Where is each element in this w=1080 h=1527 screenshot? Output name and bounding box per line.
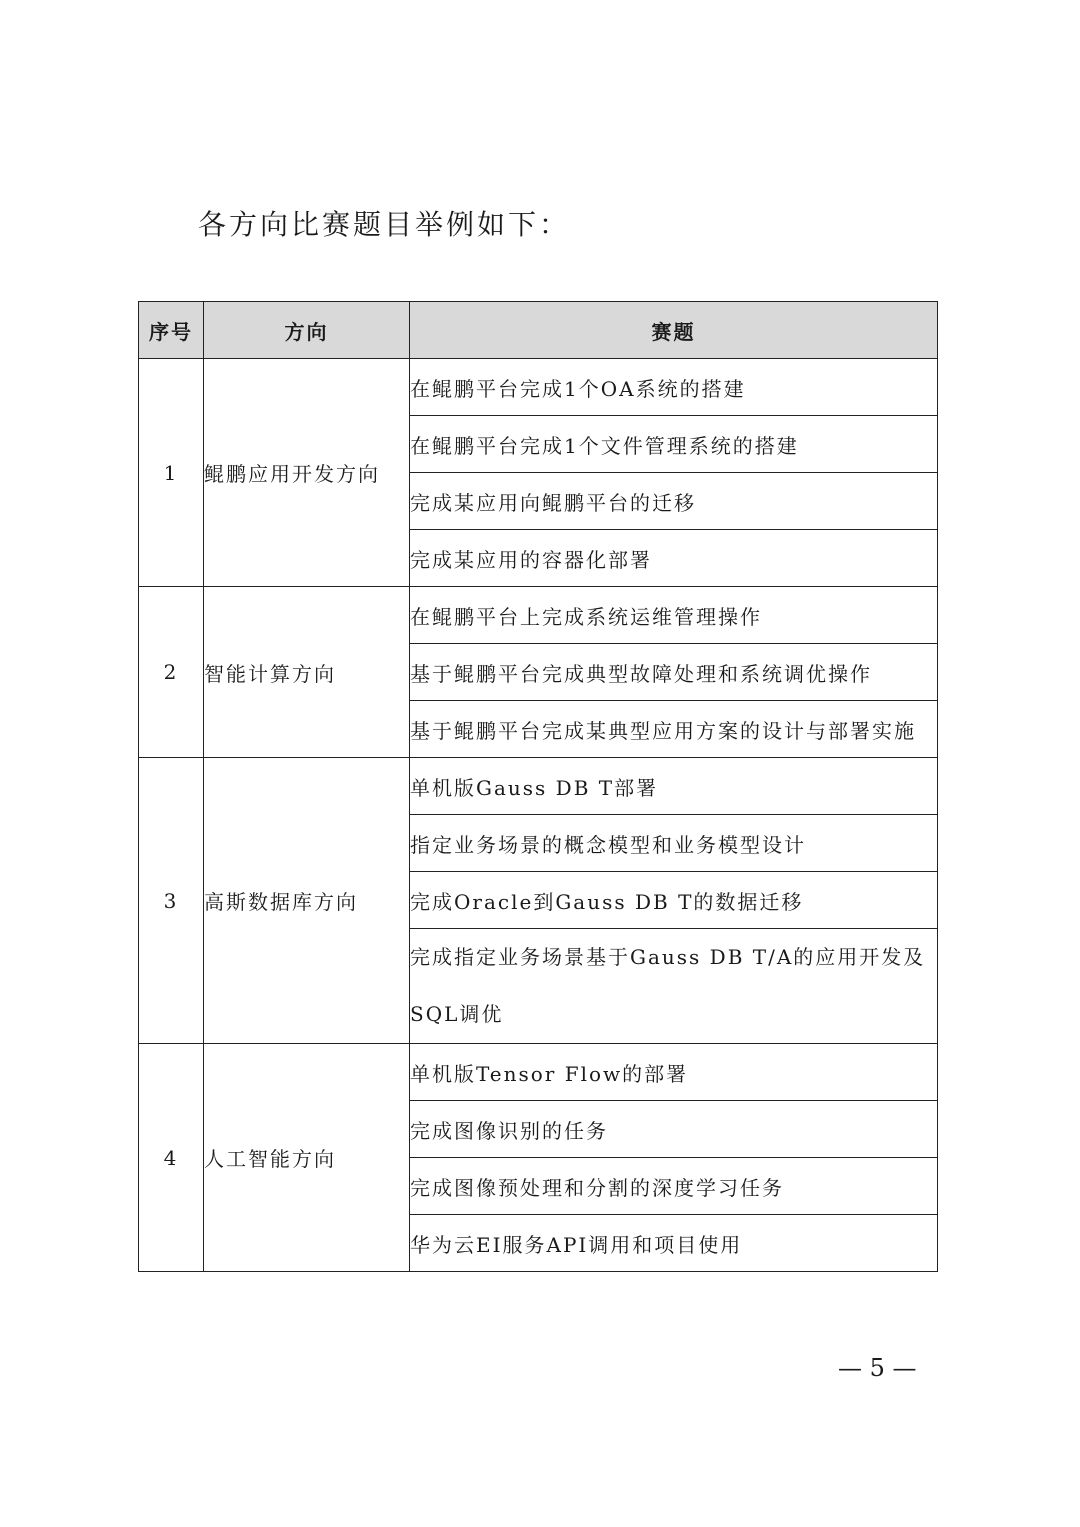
table-row	[139, 359, 938, 416]
table-header-row	[139, 302, 938, 359]
topic-cell: 基于鲲鹏平台完成某典型应用方案的设计与部署实施	[410, 701, 938, 758]
topic-cell: 华为云EI服务API调用和项目使用	[410, 1215, 938, 1272]
topic-cell: 在鲲鹏平台完成1个文件管理系统的搭建	[410, 416, 938, 473]
intro-text: 各方向比赛题目举例如下：	[198, 208, 571, 241]
topic-cell: 完成图像预处理和分割的深度学习任务	[410, 1158, 938, 1215]
direction-cell: 高斯数据库方向	[204, 758, 410, 1044]
direction-cell: 智能计算方向	[204, 587, 410, 758]
table-row	[139, 587, 938, 644]
table-row	[139, 758, 938, 815]
topic-cell: 单机版Gauss DB T部署	[410, 758, 938, 815]
topic-cell: 在鲲鹏平台上完成系统运维管理操作	[410, 587, 938, 644]
seq-cell: 2	[139, 587, 204, 758]
topic-cell: 指定业务场景的概念模型和业务模型设计	[410, 815, 938, 872]
header-topic: 赛题	[410, 302, 938, 359]
header-direction: 方向	[204, 302, 410, 359]
topic-cell: 在鲲鹏平台完成1个OA系统的搭建	[410, 359, 938, 416]
topic-cell: 单机版Tensor Flow的部署	[410, 1044, 938, 1101]
seq-cell: 4	[139, 1044, 204, 1272]
seq-cell: 1	[139, 359, 204, 587]
table-row	[139, 1044, 938, 1101]
topic-cell: 完成Oracle到Gauss DB T的数据迁移	[410, 872, 938, 929]
page-number: — 5 —	[838, 1354, 917, 1382]
topic-cell: 完成某应用的容器化部署	[410, 530, 938, 587]
direction-cell: 人工智能方向	[204, 1044, 410, 1272]
competition-topics-table	[138, 301, 938, 1272]
header-seq: 序号	[139, 302, 204, 359]
topic-cell: 完成某应用向鲲鹏平台的迁移	[410, 473, 938, 530]
topic-cell: 完成图像识别的任务	[410, 1101, 938, 1158]
topic-cell: 基于鲲鹏平台完成典型故障处理和系统调优操作	[410, 644, 938, 701]
seq-cell: 3	[139, 758, 204, 1044]
topic-cell: 完成指定业务场景基于Gauss DB T/A的应用开发及SQL调优	[410, 929, 938, 1044]
direction-cell: 鲲鹏应用开发方向	[204, 359, 410, 587]
